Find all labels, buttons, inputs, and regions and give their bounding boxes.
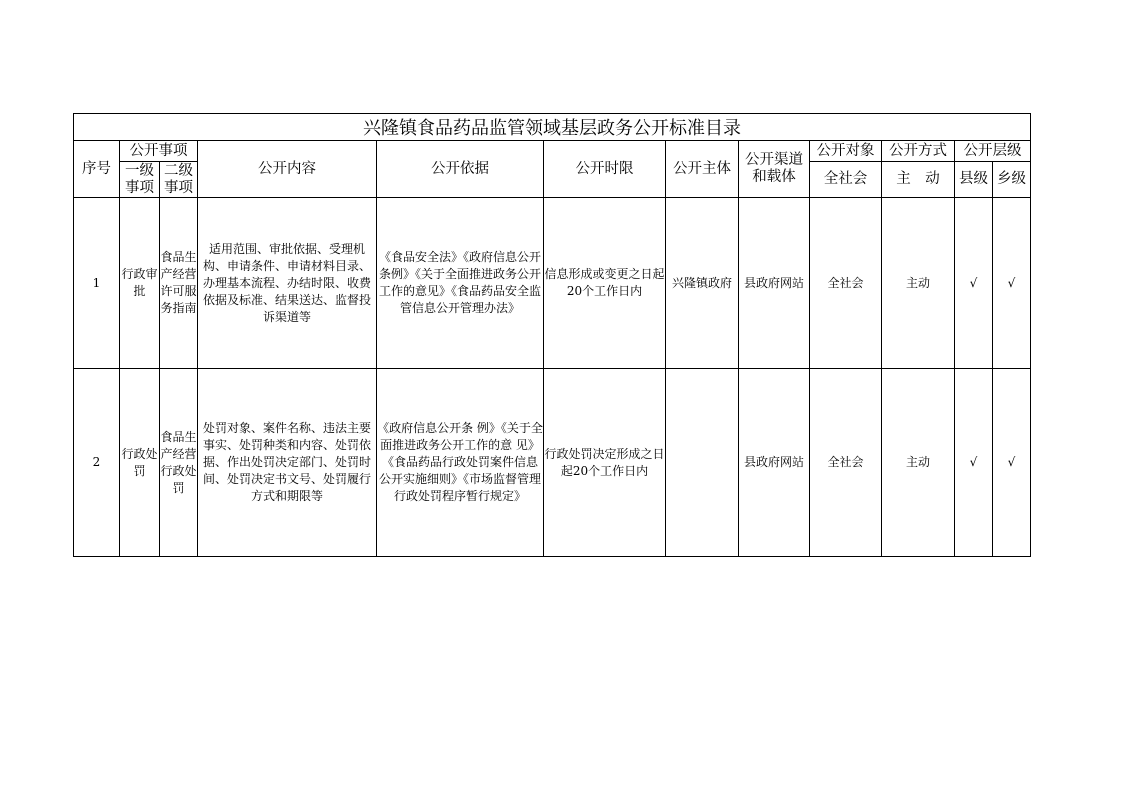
row-seq: 1: [74, 198, 120, 369]
disclosure-catalog-table: [73, 113, 1031, 557]
row-county-check: √: [955, 198, 993, 369]
row-subject: [666, 369, 739, 557]
row-time-limit: 行政处罚决定形成之日起20个工作日内: [544, 369, 666, 557]
row-level2: 食品生产经营许可服务指南: [160, 198, 198, 369]
header-target-all: 全社会: [810, 162, 882, 198]
row-basis: 《食品安全法》《政府信息公开条例》《关于全面推进政务公开工作的意见》《食品药品安全监管信息公开管理办法》: [377, 198, 544, 369]
row-seq: 2: [74, 369, 120, 557]
header-county: 县级: [955, 162, 993, 198]
row-basis: 《政府信息公开条 例》《关于全面推进政务公开工作的意 见》《食品药品行政处罚案件信息公开实施细则》《市场监督管理行政处罚程序暂行规定》: [377, 369, 544, 557]
table-row: [74, 198, 1031, 369]
row-level2: 食品生产经营行政处罚: [160, 369, 198, 557]
row-time-limit: 信息形成或变更之日起20个工作日内: [544, 198, 666, 369]
row-method: 主动: [882, 369, 955, 557]
table-row: [74, 369, 1031, 557]
table-title: 兴隆镇食品药品监管领域基层政务公开标准目录: [74, 114, 1031, 141]
header-method-group: 公开方式: [882, 141, 955, 162]
header-method-active: 主 动: [882, 162, 955, 198]
row-target: 全社会: [810, 369, 882, 557]
header-channel: 公开渠道和载体: [739, 141, 810, 198]
header-basis: 公开依据: [377, 141, 544, 198]
header-subject: 公开主体: [666, 141, 739, 198]
header-seq: 序号: [74, 141, 120, 198]
row-channel: 县政府网站: [739, 198, 810, 369]
header-content: 公开内容: [198, 141, 377, 198]
row-county-check: √: [955, 369, 993, 557]
header-row-1: [74, 141, 1031, 162]
header-target-group: 公开对象: [810, 141, 882, 162]
header-item-group: 公开事项: [120, 141, 198, 162]
row-township-check: √: [993, 198, 1031, 369]
header-level2: 二级事项: [160, 162, 198, 198]
row-level1: 行政处罚: [120, 369, 160, 557]
row-township-check: √: [993, 369, 1031, 557]
header-time-limit: 公开时限: [544, 141, 666, 198]
row-content: 适用范围、审批依据、受理机构、申请条件、申请材料目录、办理基本流程、办结时限、收费依据及标准、结果送达、监督投诉渠道等: [198, 198, 377, 369]
row-level1: 行政审批: [120, 198, 160, 369]
title-row: [74, 114, 1031, 141]
header-level1: 一级事项: [120, 162, 160, 198]
row-subject: 兴隆镇政府: [666, 198, 739, 369]
row-channel: 县政府网站: [739, 369, 810, 557]
row-content: 处罚对象、案件名称、违法主要事实、处罚种类和内容、处罚依据、作出处罚决定部门、处罚时间、处罚决定书文号、处罚履行方式和期限等: [198, 369, 377, 557]
header-level-group: 公开层级: [955, 141, 1031, 162]
row-method: 主动: [882, 198, 955, 369]
row-target: 全社会: [810, 198, 882, 369]
header-township: 乡级: [993, 162, 1031, 198]
